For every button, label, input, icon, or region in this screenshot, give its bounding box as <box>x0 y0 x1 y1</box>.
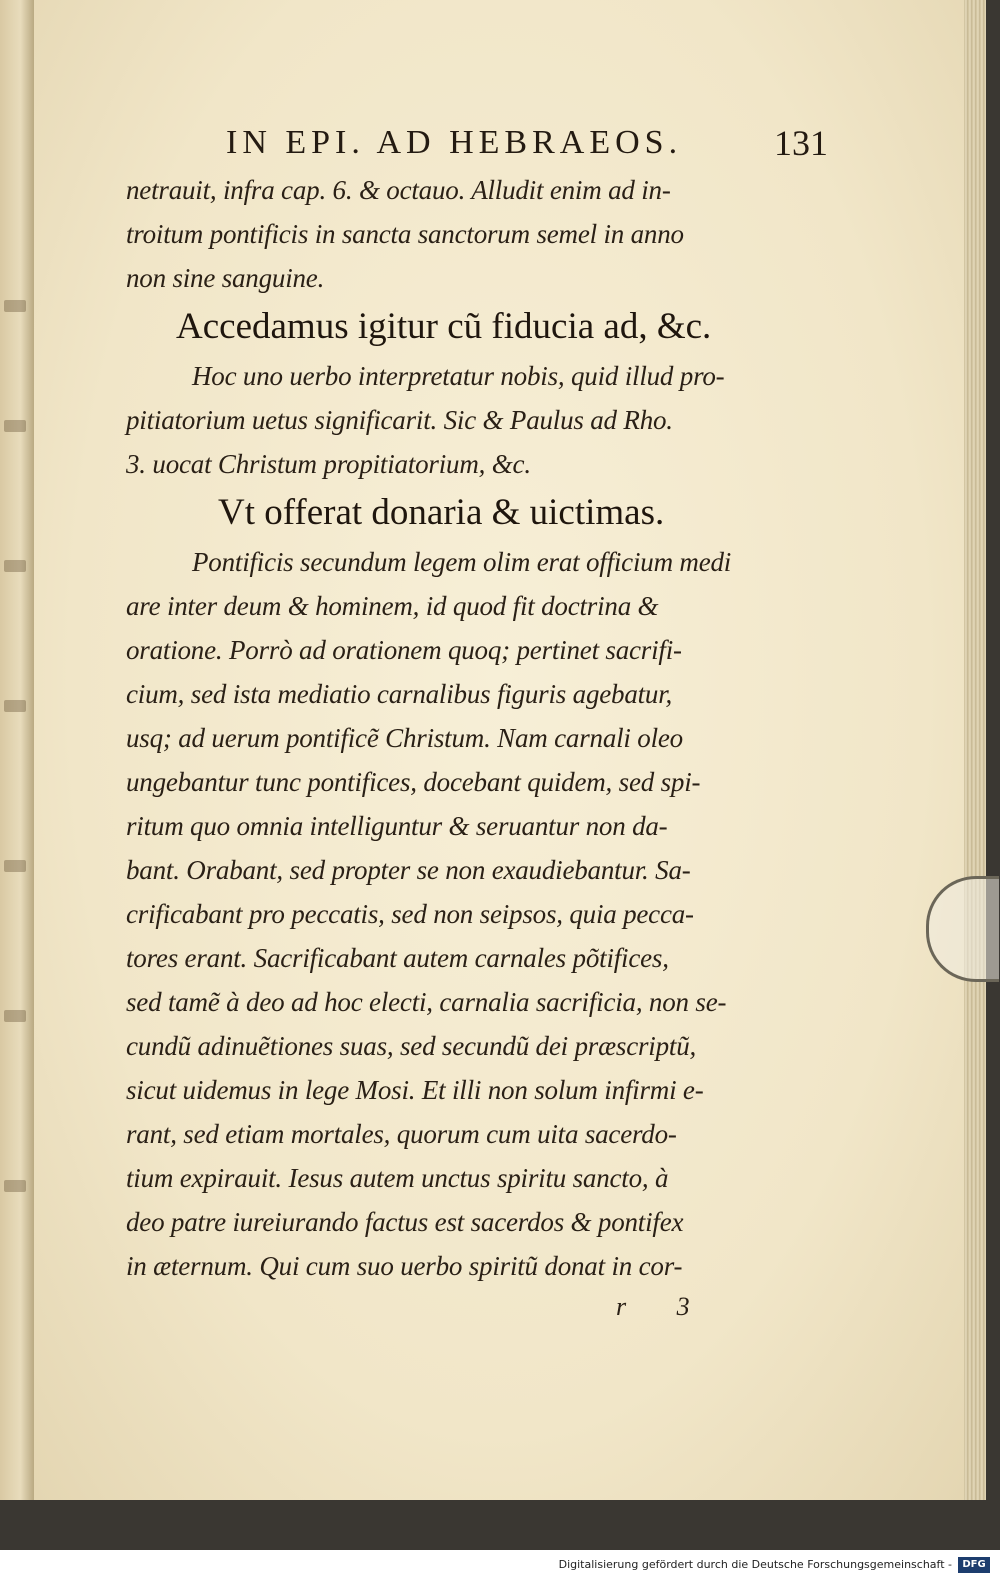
page-fore-edge <box>964 0 986 1500</box>
book-page <box>34 0 966 1500</box>
text-line: rant, sed etiam mortales, quorum cum uita sacerdo- <box>126 1119 677 1149</box>
text-line: Hoc uno uerbo interpretatur nobis, quid illud pro- <box>192 361 725 391</box>
signature-text: r 3 <box>616 1292 712 1321</box>
text-line: ungebantur tunc pontifices, docebant quidem, sed spi- <box>126 767 701 797</box>
text-line: sed tamẽ à deo ad hoc electi, carnalia sacrificia, non se- <box>126 987 727 1017</box>
text-line: bant. Orabant, sed propter se non exaudiebantur. Sa- <box>126 855 691 885</box>
text-line: usq; ad uerum pontificẽ Christum. Nam carnali oleo <box>126 723 683 753</box>
text-line: non sine sanguine. <box>126 263 325 293</box>
bleed-mark <box>4 860 26 872</box>
bleed-mark <box>4 300 26 312</box>
text-line: in æternum. Qui cum suo uerbo spiritũ donat in cor- <box>126 1251 683 1281</box>
text-line: are inter deum & hominem, id quod fit doctrina & <box>126 591 659 621</box>
dfg-logo: DFG <box>958 1557 990 1573</box>
text-line: deo patre iureiurando factus est sacerdos & pontifex <box>126 1207 684 1237</box>
bleed-mark <box>4 700 26 712</box>
text-line: oratione. Porrò ad orationem quoq; pertinet sacrifi- <box>126 635 682 665</box>
bleed-mark <box>4 1180 26 1192</box>
section-heading-accedamus: Accedamus igitur cũ fiducia ad, &c. <box>176 306 712 347</box>
text-line: cundũ adinuẽtiones suas, sed secundũ dei præscriptũ, <box>126 1031 697 1061</box>
text-line: sicut uidemus in lege Mosi. Et illi non solum infirmi e- <box>126 1075 704 1105</box>
section-heading-vt-offerat: Vt offerat donaria & uictimas. <box>218 492 665 533</box>
bleed-mark <box>4 560 26 572</box>
bleed-mark <box>4 420 26 432</box>
text-line: cium, sed ista mediatio carnalibus figuris agebatur, <box>126 679 673 709</box>
text-line: Pontificis secundum legem olim erat officium medi <box>192 547 732 577</box>
credit-bar <box>0 1550 1000 1582</box>
credit-text: Digitalisierung gefördert durch die Deutsche Forschungsgemeinschaft - <box>558 1558 952 1571</box>
page-number: 131 <box>774 123 828 163</box>
text-line: 3. uocat Christum propitiatorium, &c. <box>126 449 531 479</box>
bleed-mark <box>4 1010 26 1022</box>
running-head <box>126 112 838 168</box>
running-title: IN EPI. AD HEBRAEOS. <box>226 124 683 161</box>
text-line: ritum quo omnia intelliguntur & seruantur non da- <box>126 811 668 841</box>
text-line: tium expirauit. Iesus autem unctus spiritu sancto, à <box>126 1163 669 1193</box>
text-line: crificabant pro peccatis, sed non seipsos, quia pecca- <box>126 899 694 929</box>
text-line: tores erant. Sacrificabant autem carnales põtifices, <box>126 943 669 973</box>
text-line: pitiatorium uetus significarit. Sic & Paulus ad Rho. <box>126 405 673 435</box>
text-line: netrauit, infra cap. 6. & octauo. Alludit enim ad in- <box>126 175 671 205</box>
facing-page-edge <box>0 0 34 1500</box>
text-block <box>126 112 838 1332</box>
signature-mark <box>126 1288 838 1332</box>
text-line: troitum pontificis in sancta sanctorum semel in anno <box>126 219 684 249</box>
